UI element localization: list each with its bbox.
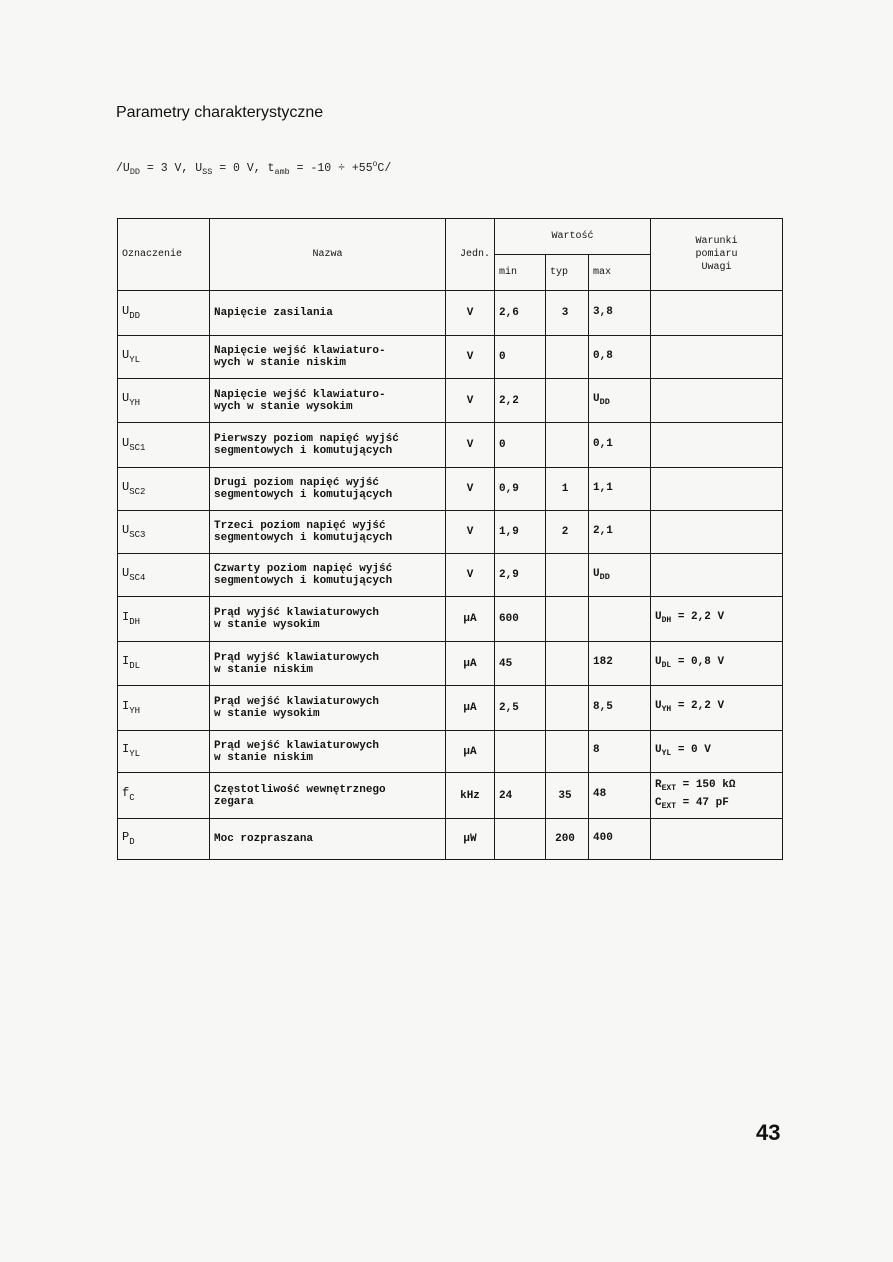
param-typ [546,686,589,731]
param-max: 2,1 [589,511,651,554]
page-number: 43 [756,1120,781,1145]
param-max [589,597,651,642]
param-name: Pierwszy poziom napięć wyjść segmentowych i komutujących [210,423,446,468]
header-typ: typ [546,255,589,291]
param-max: 0,8 [589,336,651,379]
param-typ [546,423,589,468]
param-conditions [651,511,783,554]
param-max: 8,5 [589,686,651,731]
param-min: 45 [495,642,546,686]
header-conditions: Warunki pomiaru Uwagi [651,219,783,291]
param-max: 0,1 [589,423,651,468]
param-typ [546,336,589,379]
param-max: 182 [589,642,651,686]
param-typ [546,731,589,773]
param-unit: V [446,379,495,423]
table-row [118,642,783,686]
param-conditions [651,336,783,379]
param-symbol: $U_{YH}$ [118,379,210,423]
param-unit: µW [446,819,495,860]
param-conditions: $U_{YL} = 0$ V [651,731,783,773]
param-name: Trzeci poziom napięć wyjść segmentowych i komutujących [210,511,446,554]
param-conditions [651,554,783,597]
table-row [118,686,783,731]
param-symbol: $I_{DL}$ [118,642,210,686]
header-name: Nazwa [210,219,446,291]
param-min: 2,2 [495,379,546,423]
param-symbol: $U_{YL}$ [118,336,210,379]
param-min: 1,9 [495,511,546,554]
param-conditions [651,291,783,336]
param-min: 2,6 [495,291,546,336]
param-unit: kHz [446,773,495,819]
param-max: 1,1 [589,468,651,511]
param-symbol: $U_{SC3}$ [118,511,210,554]
param-conditions: $R_{EXT} = 150$ kΩ $C_{EXT} = 47$ pF [651,773,783,819]
param-name: Napięcie zasilania [210,291,446,336]
param-max: 400 [589,819,651,860]
param-min: 0 [495,336,546,379]
param-symbol: $I_{YL}$ [118,731,210,773]
header-value: Wartość [495,219,651,255]
param-name: Napięcie wejść klawiaturo- wych w stanie niskim [210,336,446,379]
param-unit: µA [446,642,495,686]
param-unit: V [446,468,495,511]
param-typ [546,379,589,423]
param-min: 2,9 [495,554,546,597]
table-row [118,423,783,468]
param-typ [546,642,589,686]
table-row [118,597,783,642]
param-max: $U_{DD}$ [589,379,651,423]
param-symbol: $U_{SC1}$ [118,423,210,468]
header-min: min [495,255,546,291]
parameters-table [117,218,783,860]
param-min: 600 [495,597,546,642]
param-name: Prąd wyjść klawiaturowych w stanie niskim [210,642,446,686]
table-row [118,379,783,423]
param-typ: 2 [546,511,589,554]
param-conditions: $U_{YH} = 2,2$ V [651,686,783,731]
param-max: $U_{DD}$ [589,554,651,597]
param-unit: V [446,291,495,336]
param-name: Czwarty poziom napięć wyjść segmentowych i komutujących [210,554,446,597]
param-conditions: $U_{DH} = 2,2$ V [651,597,783,642]
param-conditions [651,468,783,511]
param-min [495,731,546,773]
param-min: 2,5 [495,686,546,731]
param-typ [546,597,589,642]
param-min: 24 [495,773,546,819]
param-typ: 1 [546,468,589,511]
param-symbol: $U_{SC2}$ [118,468,210,511]
table-row [118,731,783,773]
param-name: Prąd wejść klawiaturowych w stanie wysokim [210,686,446,731]
param-unit: V [446,554,495,597]
measurement-conditions: $/U_{DD} = 3$ V, $U_{SS} = 0$ V, $t_{amb} = -10 \div +55^oC/$ [116,160,392,177]
param-unit: µA [446,597,495,642]
param-unit: V [446,336,495,379]
param-typ [546,554,589,597]
param-symbol: $I_{DH}$ [118,597,210,642]
param-symbol: $I_{YH}$ [118,686,210,731]
page-title: Parametry charakterystyczne [116,104,324,121]
param-typ: 3 [546,291,589,336]
param-min: 0,9 [495,468,546,511]
param-symbol: $U_{SC4}$ [118,554,210,597]
param-name: Drugi poziom napięć wyjść segmentowych i komutujących [210,468,446,511]
table-row [118,291,783,336]
param-typ: 200 [546,819,589,860]
param-unit: µA [446,686,495,731]
header-unit: Jedn. [446,219,495,291]
param-name: Częstotliwość wewnętrznego zegara [210,773,446,819]
param-max: 48 [589,773,651,819]
param-conditions [651,379,783,423]
param-unit: µA [446,731,495,773]
param-symbol: $U_{DD}$ [118,291,210,336]
param-unit: V [446,511,495,554]
param-max: 3,8 [589,291,651,336]
param-min [495,819,546,860]
param-conditions: $U_{DL} = 0,8$ V [651,642,783,686]
param-name: Moc rozpraszana [210,819,446,860]
table-row [118,511,783,554]
param-conditions [651,819,783,860]
table-row [118,819,783,860]
param-unit: V [446,423,495,468]
table-row [118,336,783,379]
param-max: 8 [589,731,651,773]
header-symbol: Oznaczenie [118,219,210,291]
param-min: 0 [495,423,546,468]
param-typ: 35 [546,773,589,819]
header-max: max [589,255,651,291]
table-row [118,773,783,819]
param-name: Napięcie wejść klawiaturo- wych w stanie wysokim [210,379,446,423]
param-symbol: $P_D$ [118,819,210,860]
param-name: Prąd wejść klawiaturowych w stanie niskim [210,731,446,773]
table-row [118,554,783,597]
param-name: Prąd wyjść klawiaturowych w stanie wysokim [210,597,446,642]
param-symbol: $f_C$ [118,773,210,819]
table-row [118,468,783,511]
param-conditions [651,423,783,468]
